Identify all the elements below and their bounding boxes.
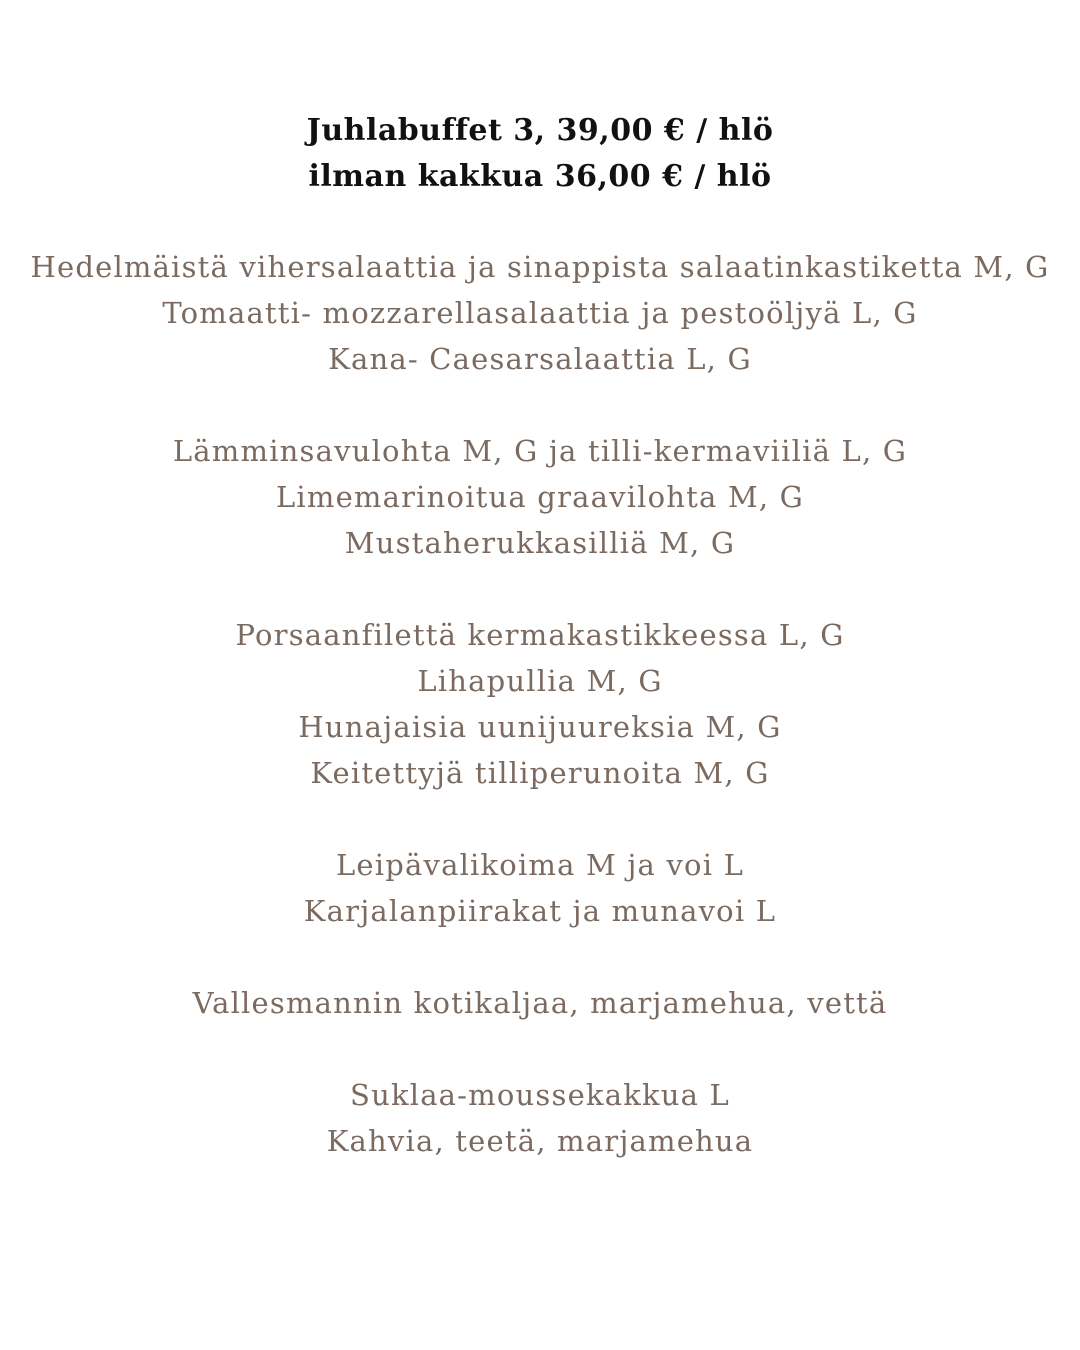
menu-item: Porsaanfilettä kermakastikkeessa L, G	[235, 618, 845, 652]
menu-item: Suklaa-moussekakkua L	[350, 1078, 730, 1112]
menu-item: Lämminsavulohta M, G ja tilli-kermaviiliä L, G	[172, 434, 908, 468]
menu-section-dessert	[0, 1072, 1080, 1164]
menu-item: Hedelmäistä vihersalaattia ja sinappista salaatinkastiketta M, G	[30, 250, 1050, 284]
menu-section-bread	[0, 842, 1080, 934]
menu-item: Keitettyjä tilliperunoita M, G	[310, 756, 770, 790]
menu-item: Karjalanpiirakat ja munavoi L	[303, 894, 777, 928]
menu-item: Leipävalikoima M ja voi L	[335, 848, 745, 882]
menu-sections	[0, 244, 1080, 1164]
menu-item: Tomaatti- mozzarellasalaattia ja pestoöljyä L, G	[162, 296, 918, 330]
menu-item: Lihapullia M, G	[417, 664, 663, 698]
menu-section-mains	[0, 612, 1080, 796]
menu-title-price-without-cake: ilman kakkua 36,00 € / hlö	[308, 159, 772, 194]
menu-section-drinks	[0, 980, 1080, 1026]
menu-item: Mustaherukkasilliä M, G	[344, 526, 736, 560]
menu-item: Hunajaisia uunijuureksia M, G	[298, 710, 782, 744]
menu-item: Vallesmannin kotikaljaa, marjamehua, vettä	[192, 986, 888, 1020]
menu-item: Kahvia, teetä, marjamehua	[326, 1124, 754, 1158]
menu-item: Limemarinoitua graavilohta M, G	[275, 480, 805, 514]
menu-section-fish	[0, 428, 1080, 566]
menu-item: Kana- Caesarsalaattia L, G	[328, 342, 752, 376]
menu-section-salads	[0, 244, 1080, 382]
menu-title-price: Juhlabuffet 3, 39,00 € / hlö	[306, 113, 774, 148]
menu-title	[0, 0, 1080, 200]
